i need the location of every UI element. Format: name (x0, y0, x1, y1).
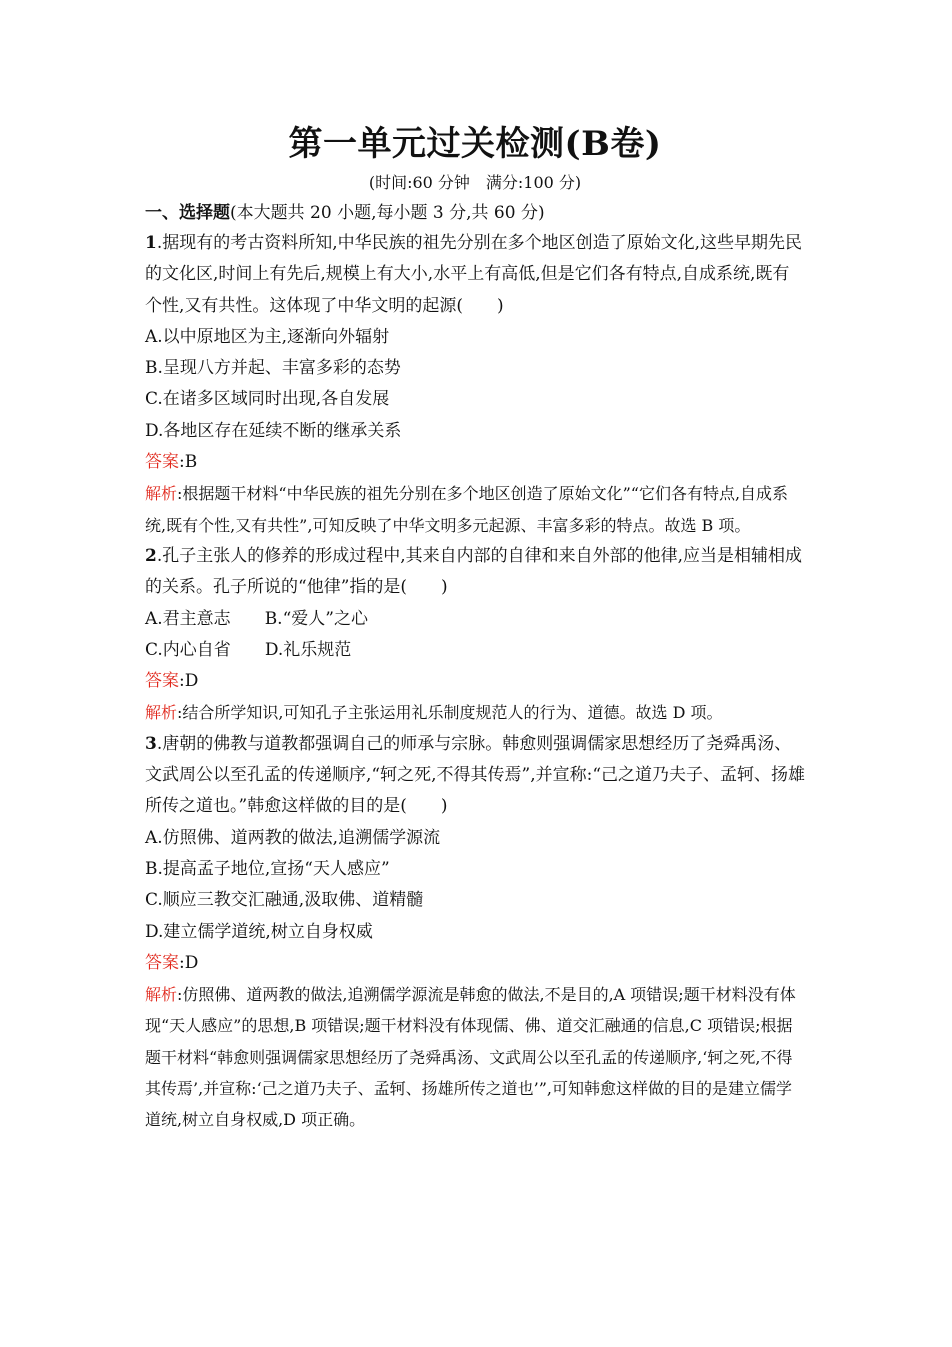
option-b: B.“爱人”之心 (264, 608, 368, 629)
answer-label: 答案 (145, 671, 179, 692)
analysis-block (145, 697, 805, 728)
option-c: C.在诸多区域同时出现,各自发展 (145, 389, 390, 410)
answer-line (145, 948, 805, 979)
analysis-text: :仿照佛、道两教的做法,追溯儒学源流是韩愈的做法,不是目的,A 项错误;题干材料没有体现“天人感应”的思想,B 项错误;题干材料没有体现儒、佛、道交汇融通的信息,C 项错误;根据题干材料“韩愈则强调儒家思想经历了尧舜禹汤、文武周公以至孔孟的传递顺序,‘轲之死,不得其传焉’,并宣称:‘己之道乃夫子、孟轲、扬雄所传之道也’”,可知韩愈这样做的目的是建立儒学道统,树立自身权威,D 项正确。 (145, 985, 796, 1130)
option-a: A.君主意志 (145, 608, 231, 629)
question-stem (145, 729, 805, 823)
option-d: D.礼乐规范 (264, 639, 352, 660)
option-a: A.仿照佛、道两教的做法,追溯儒学源流 (145, 827, 441, 848)
answer-value: :D (179, 952, 199, 973)
section-label: 一、选择题 (145, 203, 230, 223)
analysis-label: 解析 (145, 703, 178, 723)
analysis-label: 解析 (145, 484, 178, 504)
question-text: .孔子主张人的修养的形成过程中,其来自内部的自律和来自外部的他律,应当是相辅相成的关系。孔子所说的“他律”指的是( ) (145, 545, 803, 598)
question-3 (145, 729, 805, 1136)
analysis-label: 解析 (145, 985, 178, 1005)
option-row-ab (145, 604, 805, 635)
section-heading (145, 198, 805, 228)
analysis-text: :结合所学知识,可知孔子主张运用礼乐制度规范人的行为、道德。故选 D 项。 (177, 703, 723, 723)
document-content (145, 118, 805, 1136)
option-d: D.各地区存在延续不断的继承关系 (145, 420, 402, 441)
answer-label: 答案 (145, 952, 179, 973)
option-b: B.呈现八方并起、丰富多彩的态势 (145, 358, 401, 379)
question-number: 3 (145, 733, 157, 754)
option-row-cd (145, 635, 805, 666)
option-c: C.顺应三教交汇融通,汲取佛、道精髓 (145, 890, 424, 911)
question-text: .唐朝的佛教与道教都强调自己的师承与宗脉。韩愈则强调儒家思想经历了尧舜禹汤、文武周公以至孔孟的传递顺序,“轲之死,不得其传焉”,并宣称:“己之道乃夫子、孟轲、扬雄所传之道也。”韩愈这样做的目的是( ) (145, 733, 806, 817)
question-number: 2 (145, 545, 157, 566)
section-note: (本大题共 20 小题,每小题 3 分,共 60 分) (230, 203, 545, 223)
answer-label: 答案 (145, 452, 179, 473)
option-b: B.提高孟子地位,宣扬“天人感应” (145, 858, 390, 879)
question-2 (145, 541, 805, 729)
question-stem (145, 228, 805, 322)
question-stem (145, 541, 805, 604)
question-text: .据现有的考古资料所知,中华民族的祖先分别在多个地区创造了原始文化,这些早期先民的文化区,时间上有先后,规模上有大小,水平上有高低,但是它们各有特点,自成系统,既有个性,又有共性。这体现了中华文明的起源( ) (145, 233, 803, 316)
exam-meta: (时间:60 分钟 满分:100 分) (368, 173, 582, 192)
answer-line (145, 447, 805, 478)
option-a: A.以中原地区为主,逐渐向外辐射 (145, 326, 390, 347)
page-title: 第一单元过关检测(B卷) (288, 124, 662, 164)
analysis-block (145, 478, 805, 541)
analysis-block (145, 979, 805, 1135)
question-1 (145, 228, 805, 541)
answer-value: :B (179, 452, 198, 473)
answer-value: :D (179, 671, 199, 692)
answer-line (145, 666, 805, 697)
option-d: D.建立儒学道统,树立自身权威 (145, 921, 373, 942)
question-number: 1 (145, 233, 157, 253)
analysis-text: :根据题干材料“中华民族的祖先分别在多个地区创造了原始文化”“它们各有特点,自成系统,既有个性,又有共性”,可知反映了中华文明多元起源、丰富多彩的特点。故选 B 项。 (145, 484, 789, 535)
option-c: C.内心自省 (145, 639, 231, 660)
